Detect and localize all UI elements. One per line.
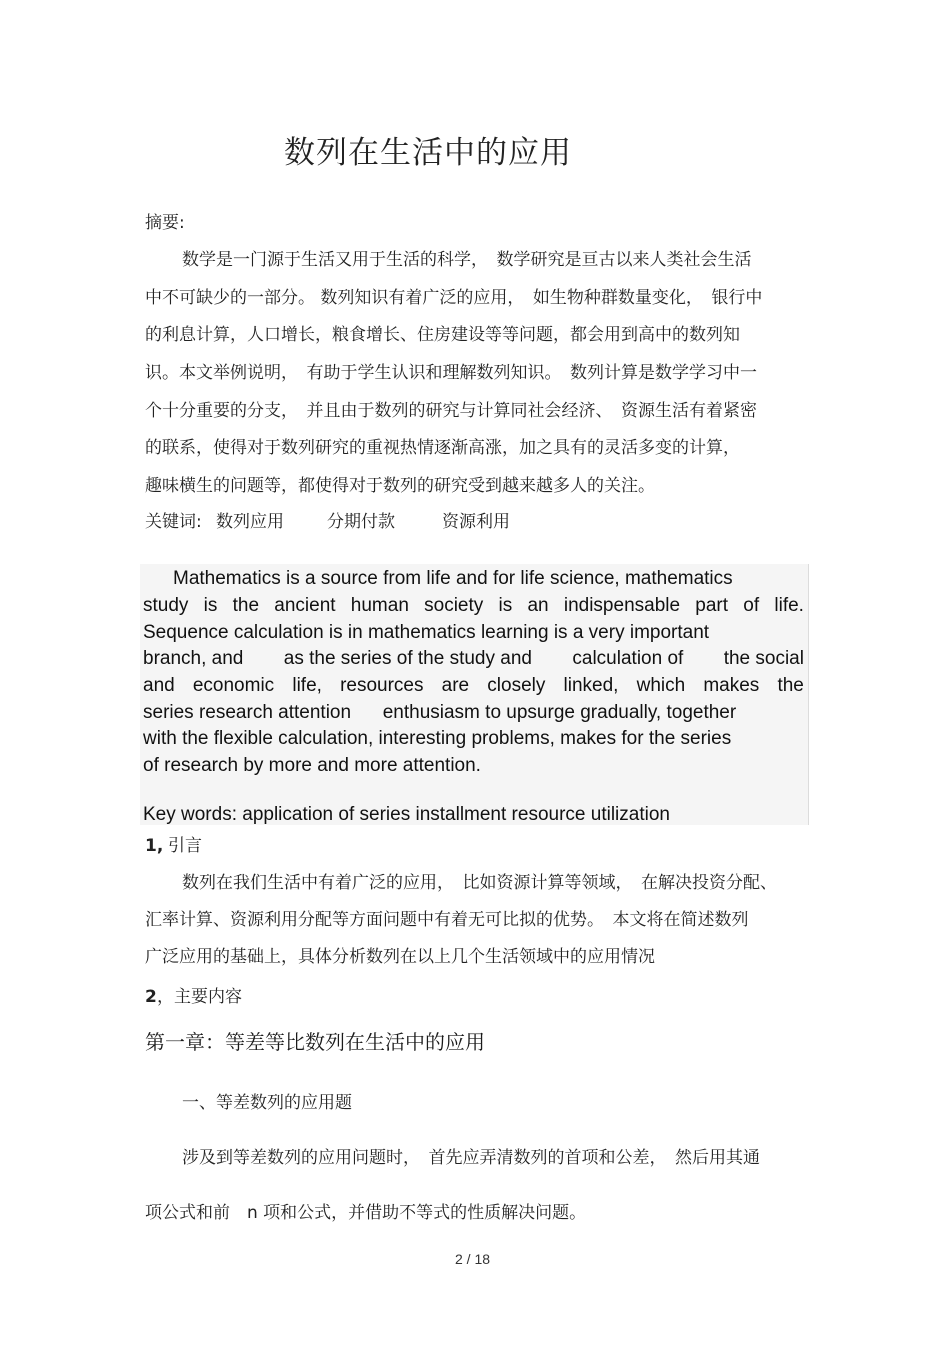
word: ancient (274, 595, 336, 616)
word: indispensable (563, 595, 681, 616)
abstract-heading: 摘要: (145, 213, 185, 233)
abstract-line: 个十分重要的分支， 并且由于数列的研究与计算同社会经济、 资源生活有着紧密 (145, 401, 757, 421)
word: society (424, 595, 484, 616)
abstract-line: 的联系，使得对于数列研究的重视热情逐渐高涨，加之具有的灵活多变的计算， (145, 438, 740, 458)
word: economic (192, 675, 275, 696)
word: is (203, 595, 218, 616)
phrase: as the series of the study and (283, 648, 532, 669)
section-heading: 引言 (168, 836, 202, 856)
english-line: of research by more and more attention. (143, 755, 481, 776)
phrase: branch, and (143, 648, 244, 669)
chapter-heading: 第一章：等差等比数列在生活中的应用 (145, 1030, 485, 1054)
section-number: 1, (145, 836, 164, 856)
abstract-line: 数学是一门源于生活又用于生活的科学， 数学研究是亘古以来人类社会生活 (182, 250, 752, 270)
word: linked, (563, 675, 619, 696)
abstract-line: 识。本文举例说明， 有助于学生认识和理解数列知识。 数列计算是数学学习中一 (145, 363, 757, 383)
abstract-line: 中不可缺少的一部分。 数列知识有着广泛的应用， 如生物种群数量变化， 银行中 (145, 288, 763, 308)
word: part (695, 595, 729, 616)
phrase: calculation of (572, 648, 684, 669)
keyword: 数列应用 (216, 512, 284, 532)
intro-line: 广泛应用的基础上，具体分析数列在以上几个生活领域中的应用情况 (145, 947, 655, 967)
body-line: 涉及到等差数列的应用问题时， 首先应弄清数列的首项和公差， 然后用其通 (182, 1148, 760, 1168)
keyword: 分期付款 (327, 512, 395, 532)
word: study (143, 595, 189, 616)
english-line: series research attention enthusiasm to upsurge gradually, together (143, 702, 737, 723)
english-line: with the flexible calculation, interesting problems, makes for the series (143, 728, 732, 749)
english-line: Sequence calculation is in mathematics learning is a very important (143, 622, 710, 643)
word: life. (774, 595, 804, 616)
word: closely (487, 675, 546, 696)
phrase: the social (723, 648, 804, 669)
word: human (350, 595, 409, 616)
word: of (743, 595, 760, 616)
keywords-label: 关键词: (145, 512, 202, 532)
section-heading: ，主要内容 (157, 987, 242, 1007)
page-title: 数列在生活中的应用 (284, 135, 572, 171)
abstract-line: 的利息计算，人口增长，粮食增长、住房建设等等问题，都会用到高中的数列知 (145, 325, 740, 345)
word: makes (703, 675, 760, 696)
word: and (143, 675, 175, 696)
english-line-justified (143, 675, 804, 697)
word: which (636, 675, 686, 696)
english-line-justified (143, 648, 804, 670)
word: resources (340, 675, 424, 696)
english-keywords: Key words: application of series installment resource utilization (143, 804, 670, 825)
word: are (441, 675, 470, 696)
intro-line: 汇率计算、资源利用分配等方面问题中有着无可比拟的优势。 本文将在简述数列 (145, 910, 749, 930)
word: life, (292, 675, 322, 696)
english-line: Mathematics is a source from life and for life science, mathematics (173, 568, 733, 589)
abstract-line: 趣味横生的问题等，都使得对于数列的研究受到越来越多人的关注。 (145, 476, 655, 496)
word: the (232, 595, 260, 616)
subsection-heading: 一、等差数列的应用题 (182, 1093, 352, 1113)
word: is (498, 595, 513, 616)
intro-line: 数列在我们生活中有着广泛的应用， 比如资源计算等领域， 在解决投资分配、 (182, 873, 777, 893)
word: the (777, 675, 804, 696)
page-number: 2 / 18 (455, 1251, 491, 1267)
section-number: 2 (145, 987, 157, 1007)
english-abstract-box (140, 564, 809, 825)
english-line-justified (143, 595, 804, 617)
body-line: 项公式和前 n 项和公式，并借助不等式的性质解决问题。 (145, 1203, 587, 1223)
word: an (527, 595, 549, 616)
keyword: 资源利用 (442, 512, 510, 532)
